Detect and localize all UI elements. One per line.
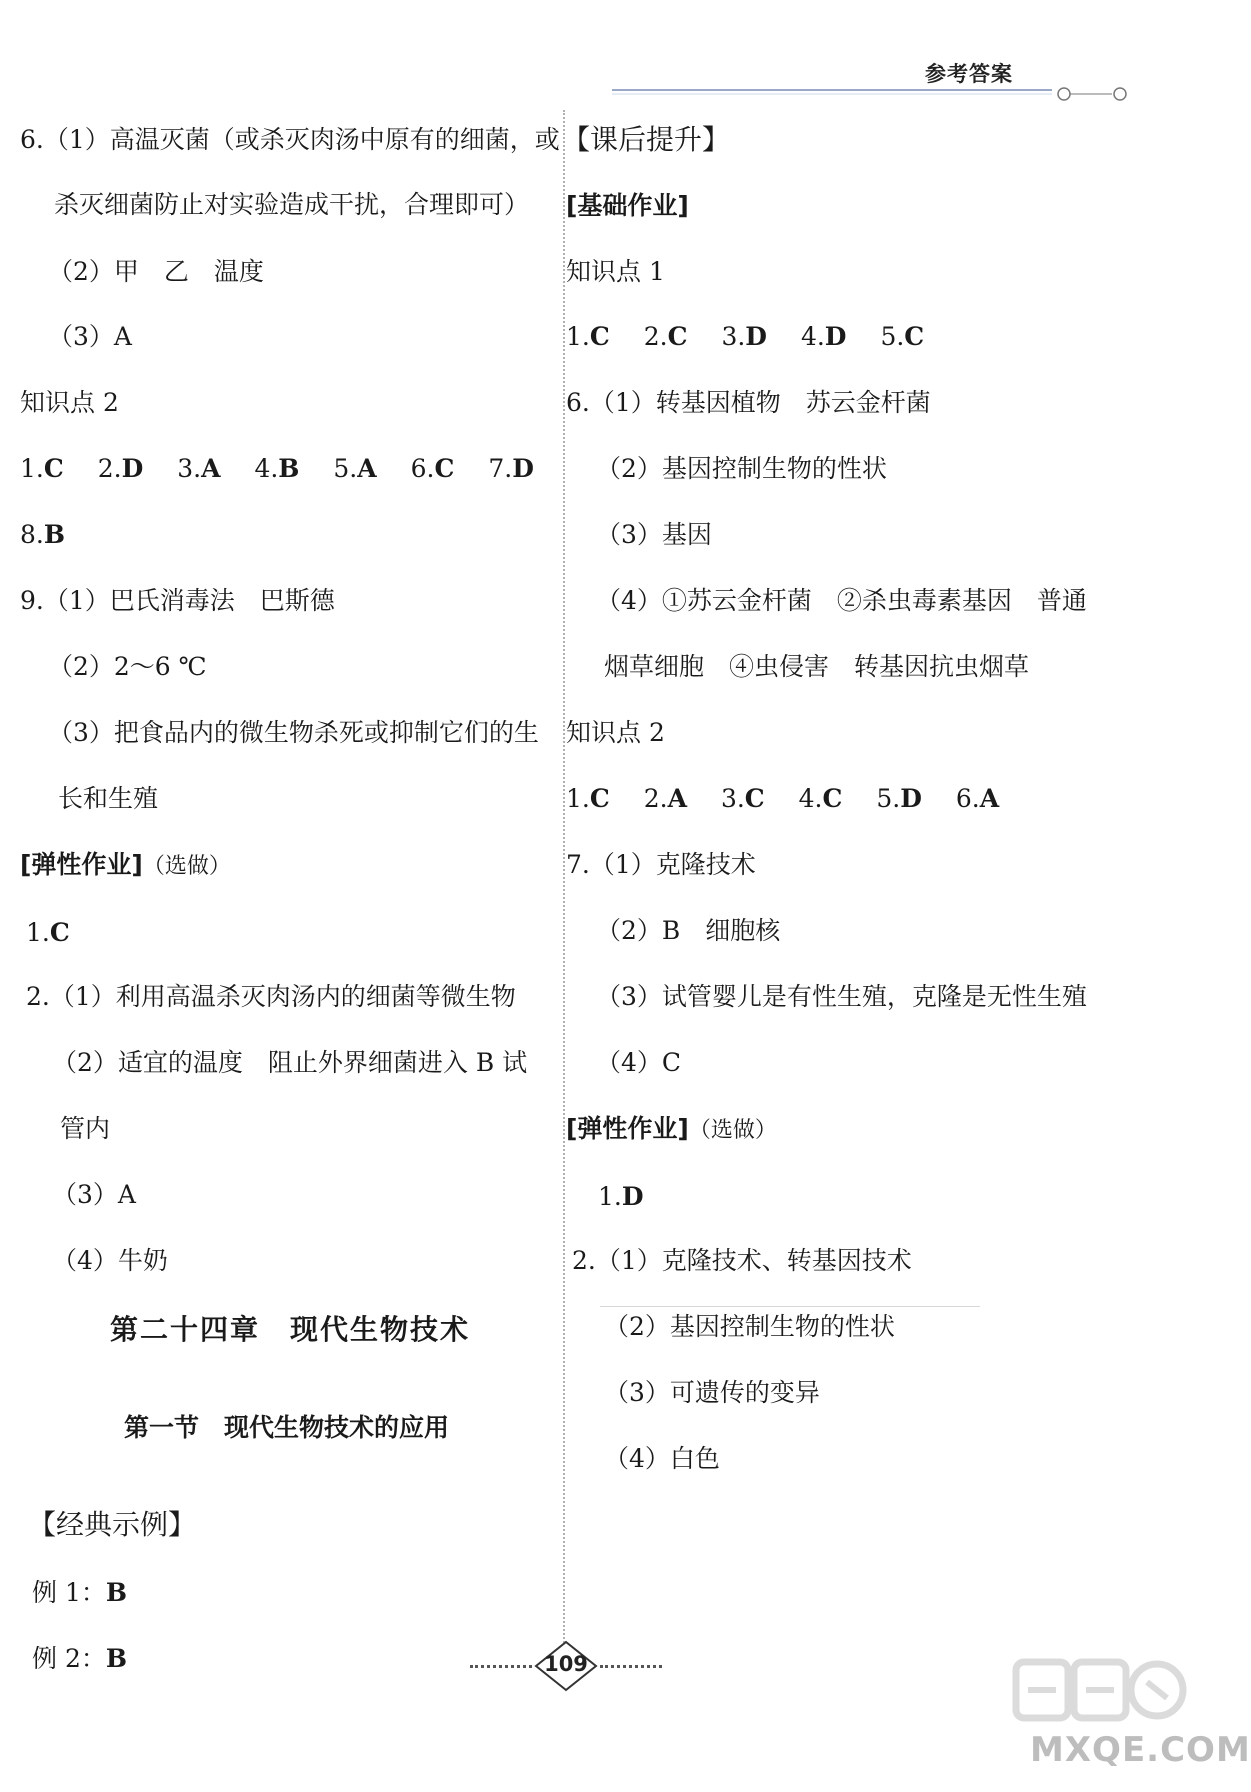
left-example-2: 例 2：B [32,1644,127,1673]
answer-item: 5.C [880,322,925,351]
answer-item: 1.C [566,322,610,351]
left-elastic-q2-part3: （3）A [52,1180,136,1209]
right-q6-part3: （3）基因 [596,520,712,549]
right-q7-part3: （3）试管婴儿是有性生殖，克隆是无性生殖 [596,982,1087,1011]
left-elastic-q2-part1: 2.（1）利用高温杀灭肉汤内的细菌等微生物 [26,982,516,1011]
right-elastic-q2-part2: （2）基因控制生物的性状 [604,1312,895,1341]
chapter-title: 第二十四章 现代生物技术 [110,1313,471,1346]
right-elastic-heading: [弹性作业]（选做） [566,1114,777,1143]
answer-item: 1.C [20,454,64,483]
right-after-class-heading: 【课后提升】 [562,123,731,156]
header-label: 参考答案 [925,62,1013,86]
header-rule-ornament [612,82,1132,106]
answer-item: 4.D [800,322,847,351]
right-elastic-q2-part4: （4）白色 [604,1444,720,1473]
right-kp2-answers [566,784,1025,814]
right-q6-part4-line1: （4）①苏云金杆菌 ②杀虫毒素基因 普通 [596,586,1087,615]
left-kp2-answers [20,454,560,484]
left-q8: 8.B [20,520,65,549]
left-example-1: 例 1：B [32,1578,127,1607]
answer-item: 2.C [643,322,688,351]
left-q6-part3: （3）A [48,322,132,351]
left-elastic-heading: [弹性作业]（选做） [20,850,231,879]
left-q9-part3-line1: （3）把食品内的微生物杀死或抑制它们的生 [48,718,539,747]
answer-item: 4.C [798,784,843,813]
answer-item: 2.D [97,454,144,483]
left-elastic-q2-part2-line2: 管内 [60,1114,111,1143]
left-kp2-heading: 知识点 2 [20,388,119,417]
answer-item: 2.A [643,784,687,813]
right-q7-part1: 7.（1）克隆技术 [566,850,756,879]
left-q9-part1: 9.（1）巴氏消毒法 巴斯德 [20,586,335,615]
right-elastic-q2-part1: 2.（1）克隆技术、转基因技术 [572,1246,912,1275]
answer-item: 3.A [177,454,221,483]
answer-item: 6.A [955,784,1000,813]
right-elastic-q2-part3: （3）可遗传的变异 [604,1378,820,1407]
answer-item: 5.A [333,454,377,483]
right-basic-heading: [基础作业] [566,191,689,220]
page-number: 109 [544,1652,588,1676]
answer-item: 3.C [720,784,765,813]
faint-rule [600,1306,980,1307]
left-elastic-q2-part4: （4）牛奶 [52,1246,168,1275]
right-q6-part1: 6.（1）转基因植物 苏云金杆菌 [566,388,931,417]
right-q6-part2: （2）基因控制生物的性状 [596,454,887,483]
left-example-heading: 【经典示例】 [28,1508,197,1541]
left-q9-part2: （2）2～6 ℃ [48,652,207,681]
left-elastic-q1: 1.C [26,918,70,947]
watermark-logo-icon [1012,1652,1188,1728]
watermark-url: MXQE.COM [1030,1730,1251,1770]
answer-item: 4.B [254,454,300,483]
left-q6-line2: 杀灭细菌防止对实验造成干扰，合理即可） [54,190,530,219]
left-elastic-q2-part2-line1: （2）适宜的温度 阻止外界细菌进入 B 试 [52,1048,528,1077]
footer-dots-right [600,1665,662,1668]
section-title: 第一节 现代生物技术的应用 [124,1413,450,1442]
left-q6-part2: （2）甲 乙 温度 [48,257,264,286]
right-q7-part2: （2）B 细胞核 [596,916,781,945]
answer-item: 5.D [876,784,922,813]
right-q6-part4-line2: 烟草细胞 ④虫侵害 转基因抗虫烟草 [604,652,1030,681]
right-kp1-answers [566,322,950,352]
right-elastic-q1: 1.D [598,1182,644,1211]
answer-item: 3.D [721,322,767,351]
right-q7-part4: （4）C [596,1048,682,1077]
answer-item: 6.C [410,454,455,483]
answer-item: 7.D [488,454,534,483]
right-kp2-heading: 知识点 2 [566,718,665,747]
left-q9-part3-line2: 长和生殖 [58,784,159,813]
right-kp1-heading: 知识点 1 [566,257,665,286]
footer-dots-left [470,1665,532,1668]
answer-item: 1.C [566,784,610,813]
column-divider [563,110,565,1650]
left-q6-line1: 6.（1）高温灭菌（或杀灭肉汤中原有的细菌，或 [20,125,560,154]
